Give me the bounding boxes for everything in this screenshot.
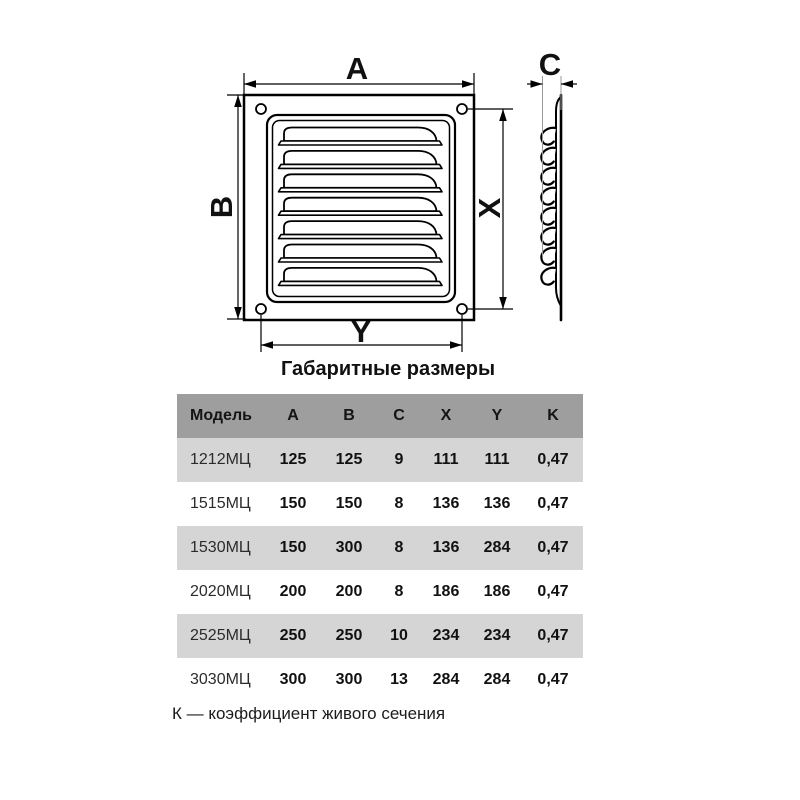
header-c: C [393,407,405,424]
cell-y: 284 [483,671,511,688]
cell-k: 0,47 [537,627,569,644]
cell-b: 300 [335,671,363,688]
cell-c: 10 [390,627,408,644]
dimension-b-label: B [203,195,239,219]
header-a: A [287,407,299,424]
side-profile-view [541,95,561,320]
cell-c: 9 [394,451,404,468]
cell-model: 2525МЦ [190,627,251,644]
cell-c: 8 [394,495,404,512]
header-y: Y [491,407,503,424]
cell-a: 150 [279,539,307,556]
spec-table [177,394,583,702]
cell-y: 284 [483,539,511,556]
cell-k: 0,47 [537,495,569,512]
cell-x: 186 [432,583,460,600]
cell-b: 250 [335,627,363,644]
dimension-c-label: C [538,47,562,82]
cell-k: 0,47 [537,539,569,556]
cell-c: 13 [390,671,408,688]
dimension-y-label: Y [350,314,372,349]
cell-x: 234 [432,627,460,644]
table-row [177,438,583,482]
cell-a: 150 [279,495,307,512]
header-b: B [343,407,355,424]
cell-model: 2020МЦ [190,583,251,600]
mount-hole-bottom-left [256,304,266,314]
mount-hole-top-left [256,104,266,114]
cell-a: 300 [279,671,307,688]
cell-b: 300 [335,539,363,556]
table-row [177,614,583,658]
cell-c: 8 [394,539,404,556]
cell-b: 125 [335,451,363,468]
cell-y: 111 [484,451,510,468]
profile-louver-bumps [541,128,556,285]
cell-x: 284 [432,671,460,688]
cell-a: 250 [279,627,307,644]
cell-y: 234 [483,627,511,644]
spec-table-header [177,394,583,438]
cell-a: 200 [279,583,307,600]
cell-x: 136 [432,539,460,556]
header-k: K [547,407,559,424]
louvers [279,128,443,286]
table-row [177,658,583,702]
cell-b: 200 [335,583,363,600]
table-row [177,526,583,570]
cell-model: 1212МЦ [190,451,251,468]
header-row [177,394,583,438]
cell-c: 8 [394,583,404,600]
header-x: X [440,407,452,424]
cell-model: 1530МЦ [190,539,251,556]
header-model: Модель [190,407,252,424]
front-view [244,95,474,320]
mount-hole-bottom-right [457,304,467,314]
cell-a: 125 [279,451,307,468]
table-row [177,482,583,526]
footnote: К — коэффициент живого сечения [172,704,446,723]
dimension-a-label: A [345,51,369,86]
cell-y: 186 [483,583,511,600]
cell-k: 0,47 [537,451,569,468]
cell-x: 111 [433,451,459,468]
cell-model: 1515МЦ [190,495,251,512]
drawing-caption: Габаритные размеры [280,358,496,380]
cell-b: 150 [335,495,363,512]
spec-table-body [177,438,583,702]
cell-y: 136 [483,495,511,512]
cell-model: 3030МЦ [190,671,251,688]
cell-k: 0,47 [537,583,569,600]
mount-hole-top-right [457,104,467,114]
dimension-x-label: X [471,197,507,219]
cell-k: 0,47 [537,671,569,688]
cell-x: 136 [432,495,460,512]
table-row [177,570,583,614]
